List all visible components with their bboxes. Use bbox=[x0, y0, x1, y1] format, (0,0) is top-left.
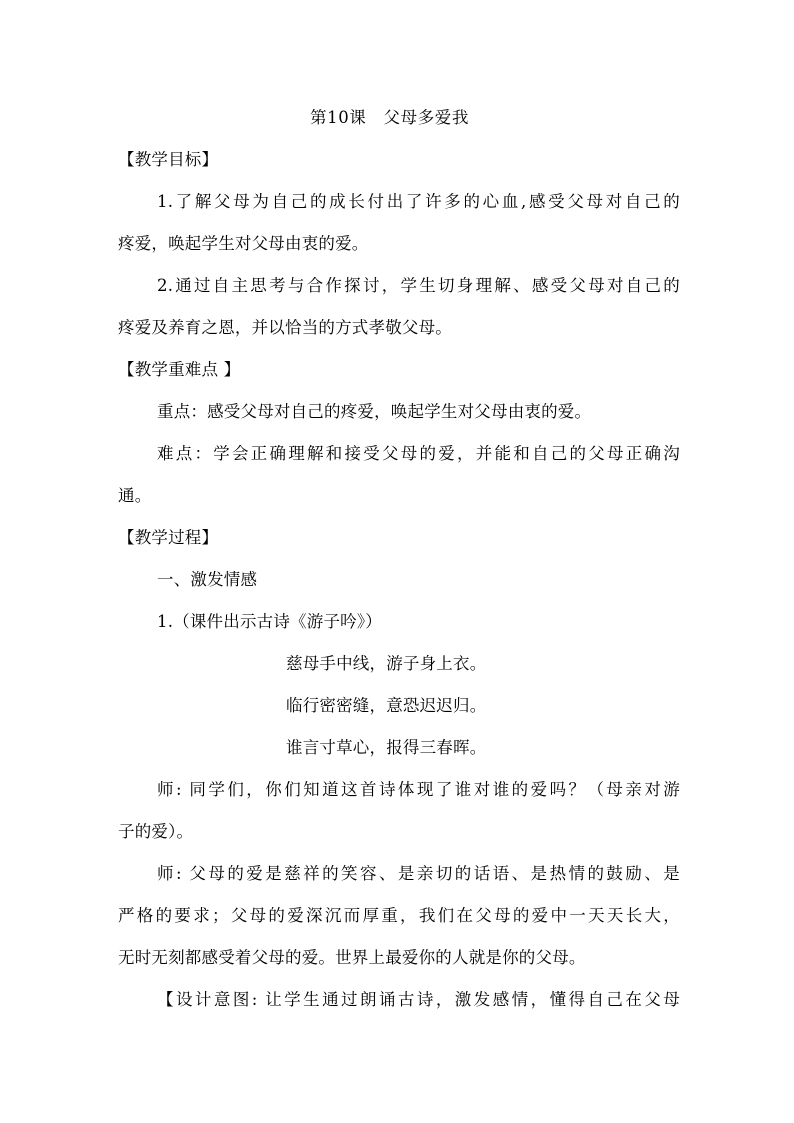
teacher-1-line-2: 子的爱）。 bbox=[118, 822, 194, 841]
key-points-heading: 【教学重难点 】 bbox=[118, 360, 241, 379]
teacher-2-line-1: 师: 父母的爱是慈祥的笑容、是亲切的话语、是热情的鼓励、是 bbox=[157, 864, 680, 883]
design-intent: 【设计意图: 让学生通过朗诵古诗，激发感情，懂得自己在父母 bbox=[157, 990, 680, 1009]
step-1-1: 1.（课件出示古诗《游子吟》） bbox=[157, 612, 382, 631]
difficulty-line-2: 通。 bbox=[118, 486, 152, 505]
objective-1-line-1: 1.了解父母为自己的成长付出了许多的心血,感受父母对自己的 bbox=[157, 192, 680, 211]
process-heading: 【教学过程】 bbox=[118, 528, 219, 547]
poem-line: 谁言寸草心，报得三春晖。 bbox=[286, 738, 487, 757]
teacher-2-line-3: 无时无刻都感受着父母的爱。世界上最爱你的人就是你的父母。 bbox=[118, 948, 586, 967]
poem-line: 临行密密缝，意恐迟迟归。 bbox=[286, 696, 487, 715]
difficulty-line-1: 难点：学会正确理解和接受父母的爱，并能和自己的父母正确沟 bbox=[157, 444, 680, 463]
objective-2-line-2: 疼爱及养育之恩，并以恰当的方式孝敬父母。 bbox=[118, 318, 452, 337]
poem-line: 慈母手中线，游子身上衣。 bbox=[286, 654, 487, 673]
step-1-heading: 一、激发情感 bbox=[157, 570, 258, 589]
objectives-heading: 【教学目标】 bbox=[118, 150, 219, 169]
key-point: 重点：感受父母对自己的疼爱，唤起学生对父母由衷的爱。 bbox=[157, 402, 592, 421]
objective-1-line-2: 疼爱，唤起学生对父母由衷的爱。 bbox=[118, 234, 369, 253]
objective-2-line-1: 2.通过自主思考与合作探讨，学生切身理解、感受父母对自己的 bbox=[157, 276, 680, 295]
teacher-1-line-1: 师: 同学们，你们知道这首诗体现了谁对谁的爱吗？（母亲对游 bbox=[157, 780, 680, 799]
lesson-title: 第10课 父母多爱我 bbox=[310, 108, 469, 127]
teacher-2-line-2: 严格的要求；父母的爱深沉而厚重，我们在父母的爱中一天天长大， bbox=[118, 906, 680, 925]
